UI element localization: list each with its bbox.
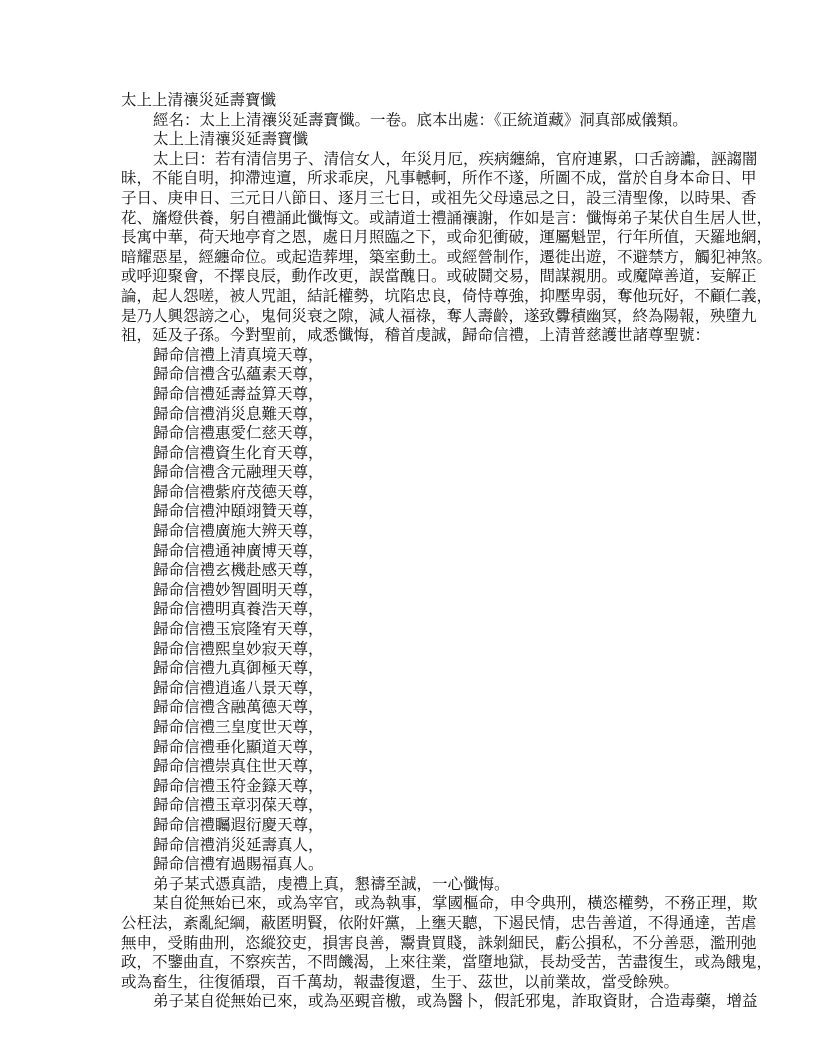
confession-line: 或為畜生，往復循環，百千萬劫，報盡復還，生于、茲世，以前業故，當受餘殃。	[121, 972, 680, 991]
intro-line: 或呼迎聚會，不擇良辰，動作改更，誤當醜日。或破鬪交易，間謀親朋。或魔障善道，妄解正	[121, 267, 757, 286]
invocation-item: 歸命信禮沖頤翊贊天尊，	[153, 502, 324, 521]
invocation-item: 歸命信禮紫府茂德天尊，	[153, 482, 324, 501]
intro-line: 子日、庚申日、三元日八節日、逐月三七日，或祖先父母遠忌之日，設三清聖像，以時果、香	[121, 188, 757, 207]
scripture-subtitle: 太上上清禳災延壽寶懺	[153, 130, 309, 149]
invocation-item: 歸命信禮含弘蘊素天尊，	[153, 365, 324, 384]
invocation-item: 歸命信禮明真養浩天尊，	[153, 600, 324, 619]
invocation-item: 歸命信禮延壽益算天尊，	[153, 384, 324, 403]
vow-paragraph: 弟子某式憑真誥，虔禮上真，懇禱至誠，一心懺悔。	[153, 874, 510, 893]
invocation-item: 歸命信禮資生化育天尊，	[153, 443, 324, 462]
invocation-item: 歸命信禮宥過賜福真人。	[153, 855, 324, 874]
confession-line: 公枉法，紊亂紀綱，蔽匿明賢，依附奸黨，上壅天聽，下遏民情，忠告善道，不得通達，苦虐	[121, 913, 757, 932]
invocation-item: 歸命信禮含融萬德天尊，	[153, 698, 324, 717]
invocation-item: 歸命信禮惠愛仁慈天尊，	[153, 424, 324, 443]
invocation-item: 歸命信禮垂化顯道天尊，	[153, 737, 324, 756]
confession-line: 弟子某自從無始已來，或為巫覡音檄，或為醫卜，假託邪鬼，詐取資財，合造毒藥，增益	[153, 992, 758, 1011]
invocation-item: 歸命信禮三皇度世天尊，	[153, 718, 324, 736]
invocation-item: 歸命信禮玉章羽葆天尊，	[153, 796, 324, 815]
invocation-item: 歸命信禮妙智圓明天尊，	[153, 580, 324, 599]
scripture-title: 太上上清禳災延壽寶懺	[121, 91, 277, 109]
invocation-list	[121, 346, 697, 875]
intro-line: 太上曰：若有清信男子、清信女人，年災月厄，疾病纏綿，官府連累，口舌謗讟，誣謅闇	[153, 149, 758, 168]
invocation-item: 歸命信禮玉宸隆宥天尊，	[153, 620, 324, 639]
invocation-item: 歸命信禮上清真境天尊，	[153, 345, 324, 364]
intro-line: 祖，延及子孫。今對聖前，咸悉懺悔，稽首虔誠，歸命信禮，上清普慈護世諸尊聖號：	[121, 326, 711, 345]
scripture-metadata: 經名：太上上清禳災延壽寶懺。一卷。底本出處：《正統道藏》洞真部威儀類。	[153, 110, 688, 129]
invocation-item: 歸命信禮消災延壽真人，	[153, 835, 324, 854]
invocation-item: 歸命信禮熙皇妙寂天尊，	[153, 639, 324, 658]
invocation-item: 歸命信禮廣施大辨天尊，	[153, 522, 324, 541]
confession-line: 某自從無始已來，或為宰官，或為執事，掌國樞命，申令典刑，橫恣權勢，不務正理，欺	[153, 894, 758, 913]
invocation-item: 歸命信禮逍遙八景天尊，	[153, 678, 324, 697]
intro-paragraph	[121, 149, 773, 346]
invocation-item: 歸命信禮玉符金籙天尊，	[153, 776, 324, 795]
invocation-item: 歸命信禮崇真住世天尊，	[153, 757, 324, 776]
invocation-item: 歸命信禮矚遐衍慶天尊，	[153, 815, 324, 834]
confession-line: 政，不鑒曲直，不察疾苦，不問饑渴，上來往業，當墮地獄，長劫受苦，苦盡復生，或為餓鬼，	[121, 953, 773, 972]
confession-paragraph-2	[121, 992, 758, 1012]
confession-paragraph-1	[121, 894, 773, 992]
invocation-item: 歸命信禮九真御極天尊，	[153, 659, 324, 678]
intro-line: 長寓中華，荷天地亭育之恩，處日月照臨之下，或命犯衝破，運屬魁罡，行年所值，天羅地網，	[121, 228, 773, 247]
invocation-item: 歸命信禮通神廣博天尊，	[153, 541, 324, 560]
document-page	[121, 91, 773, 1012]
invocation-item: 歸命信禮含元融理天尊，	[153, 463, 324, 482]
invocation-item: 歸命信禮消災息難天尊，	[153, 404, 324, 423]
intro-line: 花、旛燈供養，躬自禮誦此懺悔文。或請道士禮誦禳謝，作如是言：懺悔弟子某伏自生居人世，	[121, 208, 773, 227]
intro-line: 是乃人興怨謗之心，鬼伺災衰之隙，減人福祿，奪人壽齡，遂致釁積幽冥，終為陽報，殃墮九	[121, 306, 757, 325]
intro-line: 暗耀惡星，經纏命位。或起造葬埋，築室動土。或經營制作，遷徙出遊，不避禁方，觸犯神煞。	[121, 247, 773, 266]
intro-line: 論，起人怨嗟，被人咒詛，結託權勢，坑陷忠良，倚恃尊強，抑壓卑弱，奪他玩好，不顧仁義，	[121, 286, 773, 305]
invocation-item: 歸命信禮玄機赴感天尊，	[153, 561, 324, 580]
intro-line: 昧，不能自明，抑滯迍邅，所求乖戾，凡事轗軻，所作不遂，所圖不成，當於自身本命日、甲	[121, 169, 757, 188]
confession-line: 無申，受賄曲刑，恣縱狡吏，損害良善，鬻貴買賤，誅剝細民，虧公損私，不分善惡，濫刑弛	[121, 933, 757, 952]
